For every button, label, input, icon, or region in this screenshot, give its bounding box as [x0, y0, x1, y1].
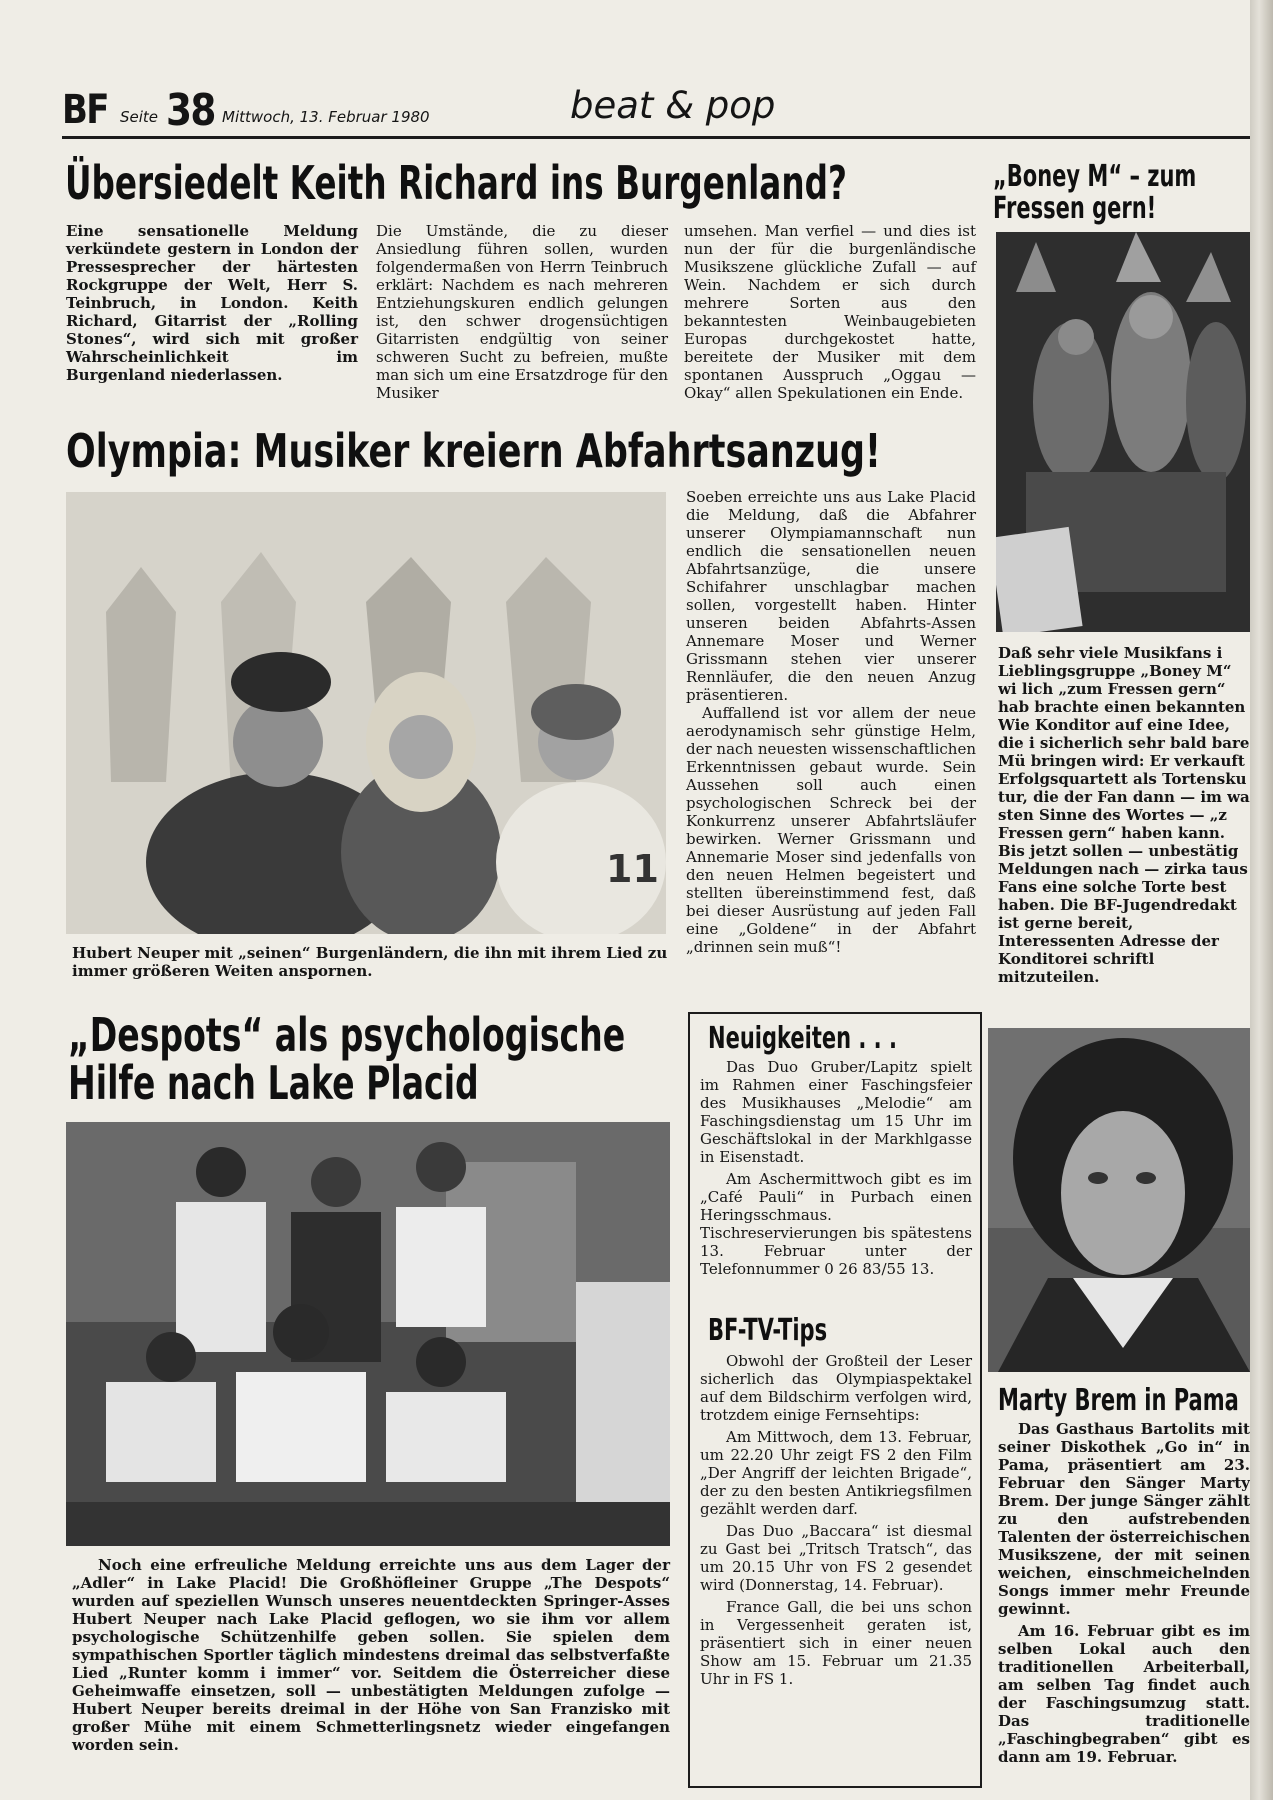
- boney-headline-1: „Boney M“ – zum: [993, 159, 1197, 194]
- despots-text: [72, 1556, 670, 1754]
- olympia-text-p2: Auffallend ist vor allem der neue aerodynamisch sehr günstige Helm, der nach neuesten wissenschaftlichen Erkenntnissen gebaut wurde. Sein Aussehen soll auch einen psychologischen Schreck bei der Konkurrenz unserer Abfahrtsläufer bewirken. Werner Grissmann und Annemarie Moser sind jedenfalls von den neuen Helmen begeistert und stellten übereinstimmend fest, daß bei dieser Ausrüstung auf jeden Fall eine „Goldene“ in der Abfahrt „drinnen sein muß“!: [686, 704, 977, 956]
- keith-lead-text: Eine sensationelle Meldung verkündete gestern in London der Pressesprecher der härtesten Rockgruppe der Welt, Herr S. Teinbruch, in London. Keith Richard, Gitarrist der „Rolling Stones“, wird sich mit großer Wahrscheinlichkeit im Burgenland niederlassen.: [66, 222, 358, 384]
- keith-lead: [66, 222, 358, 384]
- tv-tips-p3: Das Duo „Baccara“ ist diesmal zu Gast bei „Tritsch Tratsch“, das um 20.15 Uhr von FS 2 gesendet wird (Donnerstag, 14. Februar).: [700, 1522, 972, 1594]
- marty-brem-p2: Am 16. Februar gibt es im selben Lokal auch den traditionellen Arbeiterball, am selben Tag findet auch der Faschingsumzug statt. Das traditionelle „Faschingbegraben“ gibt es dann am 19. Februar.: [998, 1622, 1250, 1766]
- page-number: 38: [166, 85, 215, 136]
- boney-m-cake-photo: [996, 232, 1250, 632]
- olympia-group-photo: [66, 492, 666, 934]
- page-edge: [1250, 0, 1273, 1800]
- masthead-rule: [62, 136, 1250, 139]
- keith-headline: Übersiedelt Keith Richard ins Burgenland?: [65, 156, 847, 210]
- page-label: Seite: [120, 108, 159, 126]
- section-title: beat & pop: [570, 84, 776, 127]
- olympia-text: [686, 488, 976, 956]
- tv-tips-text: [700, 1352, 972, 1692]
- despots-headline-1: „Despots“ als psychologische: [68, 1008, 626, 1062]
- olympia-headline: Olympia: Musiker kreiern Abfahrtsanzug!: [66, 424, 881, 478]
- despots-band-photo: [66, 1122, 670, 1546]
- boney-text-p2: Bis jetzt sollen — unbestätig Meldungen nach — zirka taus Fans eine solche Torte best haben. Die BF-Jugendredakt ist gerne bereit, Interessenten Adresse der Konditorei schriftl mitzuteilen.: [998, 842, 1248, 986]
- neuigkeiten-text: [700, 1058, 972, 1282]
- olympia-text-p1: Soeben erreichte uns aus Lake Placid die Meldung, daß die Abfahrer unserer Olympiamannschaft nun endlich die sensationellen neuen Abfahrtsanzüge, die unsere Schifahrer unschlagbar machen sollen, vorgestellt haben. Hinter unseren beiden Abfahrts-Assen Annemare Moser und Werner Grissmann stehen vier unserer Rennläufer, die den neuen Anzug präsentieren.: [686, 488, 976, 704]
- keith-column-3: [684, 222, 976, 402]
- tv-tips-p2: Am Mittwoch, dem 13. Februar, um 22.20 Uhr zeigt FS 2 den Film „Der Angriff der leichten Brigade“, der zu den besten Antikriegsfilmen gezählt werden darf.: [700, 1428, 972, 1518]
- despots-headline-2: Hilfe nach Lake Placid: [68, 1056, 479, 1110]
- keith-col2-text: Die Umstände, die zu dieser Ansiedlung führen sollen, wurden folgendermaßen von Herrn Teinbruch erklärt: Nachdem es nach mehreren Entziehungskuren endlich gelungen ist, den schwer drogensüchtigen Gitarristen endgültig von seiner schweren Sucht zu befreien, mußte man sich um eine Ersatzdroge für den Musiker: [376, 222, 668, 402]
- marty-brem-headline: Marty Brem in Pama: [998, 1383, 1239, 1418]
- marty-brem-text: [998, 1420, 1250, 1770]
- tv-tips-p1: Obwohl der Großteil der Leser sicherlich das Olympiaspektakel auf dem Bildschirm verfolgen wird, trotzdem einige Fernsehtips:: [700, 1352, 972, 1424]
- neuigkeiten-headline: Neuigkeiten . . .: [708, 1021, 897, 1056]
- marty-brem-photo: [988, 1028, 1250, 1372]
- neuigkeiten-p2: Am Aschermittwoch gibt es im „Café Pauli“ in Purbach einen Heringsschmaus. Tischreservierungen bis spätestens 13. Februar unter der Telefonnummer 0 26 83/55 13.: [700, 1170, 972, 1278]
- olympia-caption: [72, 944, 672, 980]
- tv-tips-headline: BF-TV-Tips: [708, 1313, 828, 1348]
- olympia-caption-text: Hubert Neuper mit „seinen“ Burgenländern, die ihn mit ihrem Lied zu immer größeren Weiten anspornen.: [72, 944, 668, 980]
- tv-tips-p4: France Gall, die bei uns schon in Vergessenheit geraten ist, präsentiert sich in einer neuen Show am 15. Februar um 21.35 Uhr in FS 1.: [700, 1598, 972, 1688]
- despots-text-p1: Noch eine erfreuliche Meldung erreichte uns aus dem Lager der „Adler“ in Lake Placid! Die Großhöfleiner Gruppe „The Despots“ wurden auf speziellen Wunsch unseres neuentdeckten Springer-Asses Hubert Neuper nach Lake Placid geflogen, wo sie ihm vor allem psychologische Schützenhilfe geben sollen. Sie spielen dem sympathischen Sportler täglich mindestens dreimal das selbstverfaßte Lied „Runter komm i immer“ vor. Seitdem die Österreicher diese Geheimwaffe einsetzen, soll — unbestätigten Meldungen zufolge — Hubert Neuper bereits dreimal in der Höhe von San Franzisko mit großer Mühe mit einem Schmetterlingsnetz wieder eingefangen worden sein.: [72, 1556, 670, 1754]
- boney-headline-2: Fressen gern!: [993, 191, 1157, 226]
- boney-text-p1: Daß sehr viele Musikfans i Lieblingsgruppe „Boney M“ wi lich „zum Fressen gern“ hab brachte einen bekannten Wie Konditor auf eine Idee, die i sicherlich sehr bald bare Mü bringen wird: Er verkauft Erfolgsquartett als Tortensku tur, die der Fan dann — im wa sten Sinne des Wortes — „z Fressen gern“ haben kann.: [998, 644, 1250, 842]
- keith-col3-text: umsehen. Man verfiel — und dies ist nun der für die burgenländische Musikszene glückliche Zufall — auf Wein. Nachdem er sich durch mehrere Sorten aus den bekanntesten Weinbaugebieten Europas durchgekostet hatte, bereitete der Musiker mit dem spontanen Ausspruch „Oggau — Okay“ allen Spekulationen ein Ende.: [684, 222, 976, 402]
- masthead-logo: BF: [62, 87, 108, 133]
- keith-column-2: [376, 222, 668, 402]
- boney-text: [998, 644, 1250, 986]
- issue-date: Mittwoch, 13. Februar 1980: [222, 108, 430, 126]
- svg-text:11: 11: [606, 847, 659, 891]
- marty-brem-p1: Das Gasthaus Bartolits mit seiner Diskothek „Go in“ in Pama, präsentiert am 23. Februar den Sänger Marty Brem. Der junge Sänger zählt zu den aufstrebenden Talenten der österreichischen Musikszene, der mit seinen weichen, einschmeichelnden Songs immer mehr Freunde gewinnt.: [998, 1420, 1250, 1618]
- neuigkeiten-p1: Das Duo Gruber/Lapitz spielt im Rahmen einer Faschingsfeier des Musikhauses „Melodie“ am Faschingsdienstag um 15 Uhr im Geschäftslokal in der Markhlgasse in Eisenstadt.: [700, 1058, 972, 1166]
